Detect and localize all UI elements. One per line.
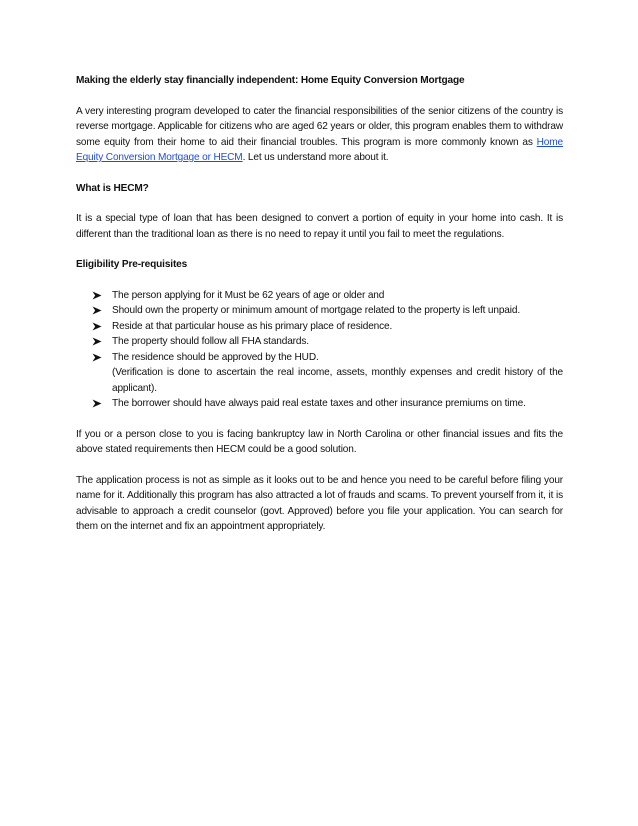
document-title: Making the elderly stay financially independent: Home Equity Conversion Mortgage <box>76 75 465 86</box>
intro-paragraph <box>76 104 563 166</box>
list-item-text: The residence should be approved by the HUD. <box>112 351 319 363</box>
eligibility-list <box>76 288 563 412</box>
arrow-bullet-icon <box>92 334 104 350</box>
bankruptcy-paragraph: If you or a person close to you is facing bankruptcy law in North Carolina or other financial issues and fits the above stated requirements then HECM could be a good solution. <box>76 428 563 455</box>
hecm-heading: What is HECM? <box>76 182 149 194</box>
eligibility-heading: Eligibility Pre-requisites <box>76 259 188 270</box>
intro-text-before-link: A very interesting program developed to cater the financial responsibilities of the senior citizens of the country is reverse mortgage. Applicable for citizens who are aged 62 years or older, this program enables them to withdraw some equity from their home to aid their financial troubles. This program is more commonly known as <box>76 105 563 148</box>
intro-text-after-link: . Let us understand more about it. <box>242 152 389 163</box>
list-item-text: Should own the property or minimum amount of mortgage related to the property is left unpaid. <box>112 305 520 316</box>
document-page <box>76 73 563 550</box>
list-item-text: The property should follow all FHA standards. <box>112 336 309 347</box>
list-item <box>76 350 563 397</box>
arrow-bullet-icon <box>92 288 104 304</box>
list-item <box>76 288 563 304</box>
arrow-bullet-icon <box>92 303 104 319</box>
list-item-text: Reside at that particular house as his primary place of residence. <box>112 320 393 332</box>
arrow-bullet-icon <box>92 319 104 335</box>
arrow-bullet-icon <box>92 350 104 366</box>
list-item <box>76 319 563 335</box>
hecm-paragraph: It is a special type of loan that has been designed to convert a portion of equity in your home into cash. It is different than the traditional loan as there is no need to repay it until you fail to meet the regulations. <box>76 213 563 240</box>
list-item-text: The borrower should have always paid real estate taxes and other insurance premiums on time. <box>112 398 526 409</box>
list-item <box>76 303 563 319</box>
list-item <box>76 334 563 350</box>
application-paragraph: The application process is not as simple as it looks out to be and hence you need to be careful before filing your name for it. Additionally this program has also attracted a lot of frauds and scams. To prevent yourself from it, it is advisable to approach a credit counselor (govt. Approved) before you file your application. You can search for them on the internet and fix an appointment appropriately. <box>76 474 563 532</box>
list-item-text: The person applying for it Must be 62 years of age or older and <box>112 289 385 301</box>
verification-note: (Verification is done to ascertain the real income, assets, monthly expenses and credit history of the applicant). <box>112 367 563 394</box>
arrow-bullet-icon <box>92 396 104 412</box>
list-item <box>76 396 563 412</box>
hecm-link[interactable]: Home Equity Conversion Mortgage or HECM <box>76 136 563 163</box>
